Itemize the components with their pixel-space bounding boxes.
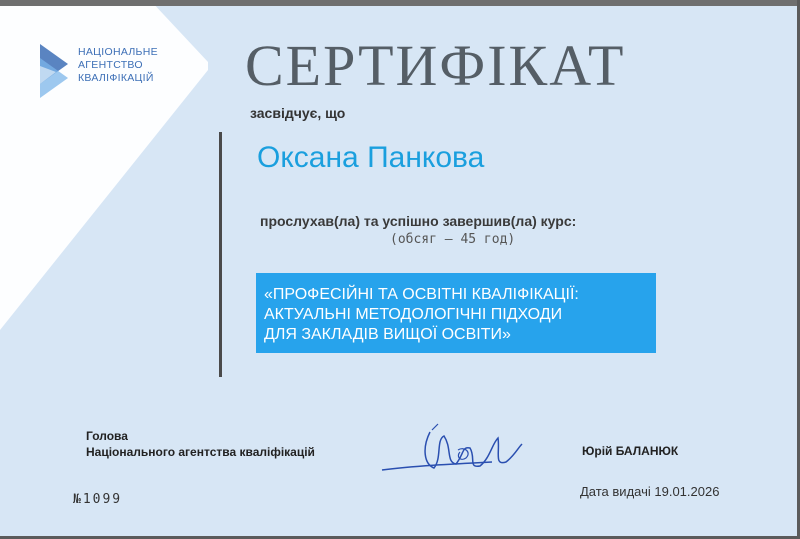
logo-text	[78, 46, 158, 85]
recipient-name: Оксана Панкова	[257, 141, 485, 174]
course-line-3: ДЛЯ ЗАКЛАДІВ ВИЩОЇ ОСВІТИ»	[264, 326, 511, 343]
certificate-title: СЕРТИФІКАТ	[245, 33, 626, 98]
issue-date: Дата видачі 19.01.2026	[580, 484, 720, 499]
top-edge	[0, 0, 800, 6]
logo-icon	[38, 42, 74, 102]
signer-name: Юрій БАЛАНЮК	[582, 444, 679, 458]
head-line-1: Голова	[86, 429, 128, 443]
certifies-text: засвідчує, що	[250, 105, 346, 121]
head-line-2: Національного агентства кваліфікацій	[86, 445, 315, 459]
course-line-1: «ПРОФЕСІЙНІ ТА ОСВІТНІ КВАЛІФІКАЦІЇ:	[264, 286, 579, 303]
logo-line-2: АГЕНТСТВО	[78, 59, 143, 71]
course-line-2: АКТУАЛЬНІ МЕТОДОЛОГІЧНІ ПІДХОДИ	[264, 306, 563, 323]
signature-image	[372, 418, 542, 488]
completion-text: прослухав(ла) та успішно завершив(ла) курс:	[260, 213, 577, 229]
course-title-box	[256, 273, 656, 353]
logo-line-3: КВАЛІФІКАЦІЙ	[78, 72, 154, 84]
course-volume: (обсяг – 45 год)	[390, 232, 516, 247]
certificate-number: №1099	[73, 492, 123, 507]
logo-line-1: НАЦІОНАЛЬНЕ	[78, 46, 158, 58]
head-position	[86, 428, 315, 460]
vertical-divider	[219, 132, 222, 377]
